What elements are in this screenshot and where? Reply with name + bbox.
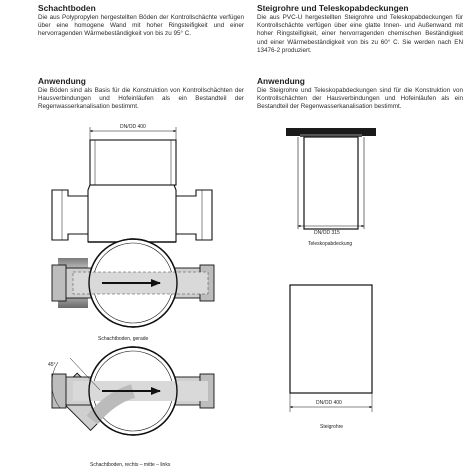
schachtboden-gerade-top-view xyxy=(52,239,214,327)
caption-steigrohre: Steigrohre xyxy=(320,424,344,430)
steigrohre-heading: Steigrohre und Teleskopabdeckungen xyxy=(257,3,409,13)
anwendung-left-text: Die Böden sind als Basis für die Konstruktion von Kontrollschächten der Hausverbindungen und Hofeinläufen als ein Bestandteil der Regenwasserkanalisation bestimmt. xyxy=(38,87,244,111)
anwendung-left-heading: Anwendung xyxy=(38,76,86,86)
dimension-dn315: DN/OD 315 xyxy=(314,230,340,236)
anwendung-right-heading: Anwendung xyxy=(257,76,305,86)
schachtboden-text: Die aus Polypropylen hergestellten Böden der Kontrollschächte verfügen über eine homogene Wand mit hoher Ringsteifigkeit und einer hervorragenden Wärmebeständigkeit von bis zu 95° C. xyxy=(38,14,244,38)
anwendung-right-text: Die Steigrohre und Teleskopabdeckungen sind für die Konstruktion von Kontrollschächten der Hausverbindungen und Hofeinläufen als ein Bestandteil der Regenwasserkanalisation bestimmt. xyxy=(257,87,463,111)
angle-45-label: 45° xyxy=(48,362,56,368)
dimension-dn400-right: DN/OD 400 xyxy=(316,400,342,406)
schachtboden-heading: Schachtboden xyxy=(38,3,96,13)
schachtboden-rechts-mitte-links-top-view xyxy=(52,347,214,435)
schachtboden-side-view xyxy=(52,127,212,242)
steigrohre-text: Die aus PVC-U hergestellten Steigrohre und Teleskopabdeckungen für Kontrollschächte verfügen über eine glatte Innen- und Außenwand mit hoher Ringsteifigkeit, einer hervorragenden chemischen Beständigkeit und einer Wärmebeständigkeit von bis zu 60° C. Sie werden nach EN 13476-2 produziert. xyxy=(257,14,463,54)
steigrohre-drawing xyxy=(290,285,372,412)
dimension-dn400-left: DN/OD 400 xyxy=(120,124,146,130)
teleskopabdeckung-drawing xyxy=(286,128,376,229)
caption-teleskopabdeckung: Teleskopabdeckung xyxy=(308,241,353,247)
caption-schachtboden-gerade: Schachtboden, gerade xyxy=(98,336,149,342)
caption-schachtboden-rechts: Schachtboden, rechts – mitte – links xyxy=(90,462,171,468)
